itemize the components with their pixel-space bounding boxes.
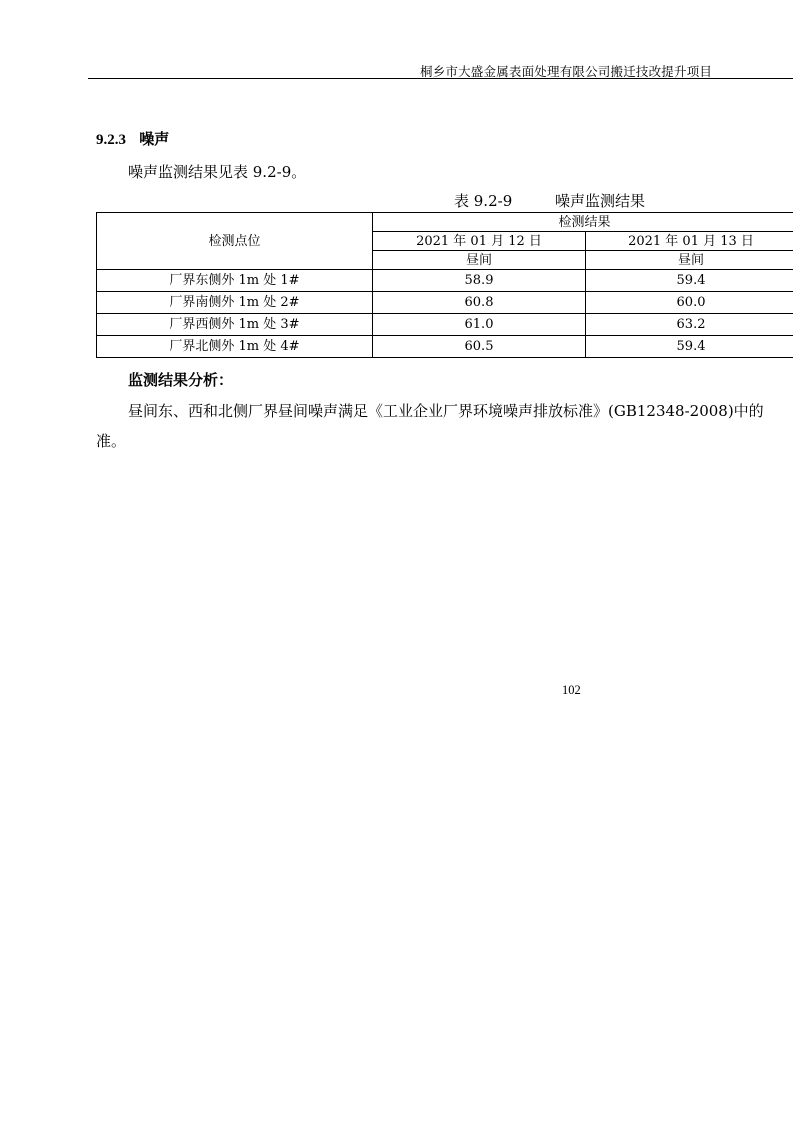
section-title: 噪声 [139, 130, 170, 148]
analysis-text-line-2: 准。 [96, 432, 127, 450]
row-value-day1: 60.5 [373, 336, 586, 358]
row-value-day2: 59.4 [586, 270, 793, 292]
header-divider [88, 78, 793, 79]
table-caption-number: 表 9.2-9 [454, 192, 513, 210]
intro-paragraph: 噪声监测结果见表 9.2-9。 [128, 163, 307, 181]
page-number: 102 [562, 683, 581, 697]
header-results: 检测结果 [373, 213, 793, 232]
row-value-day2: 60.0 [586, 292, 793, 314]
row-value-day1: 61.0 [373, 314, 586, 336]
row-value-day2: 59.4 [586, 336, 793, 358]
table-row [97, 292, 793, 314]
analysis-text-line-1: 昼间东、西和北侧厂界昼间噪声满足《工业企业厂界环境噪声排放标准》(GB12348-2008)中的 [128, 402, 764, 420]
table-row [97, 270, 793, 292]
row-value-day1: 58.9 [373, 270, 586, 292]
analysis-heading: 监测结果分析： [128, 371, 234, 389]
table-caption-title: 噪声监测结果 [555, 192, 646, 210]
noise-table-container [96, 212, 793, 360]
header-date-2: 2021 年 01 月 13 日 [586, 232, 793, 251]
section-heading [96, 128, 169, 149]
table-row [97, 336, 793, 358]
header-date-1: 2021 年 01 月 12 日 [373, 232, 586, 251]
row-location: 厂界北侧外 1m 处 4# [97, 336, 373, 358]
row-location: 厂界西侧外 1m 处 3# [97, 314, 373, 336]
row-location: 厂界东侧外 1m 处 1# [97, 270, 373, 292]
row-value-day1: 60.8 [373, 292, 586, 314]
section-number: 9.2.3 [96, 132, 126, 148]
table-row [97, 314, 793, 336]
document-header-title: 桐乡市大盛金属表面处理有限公司搬迁技改提升项目 [420, 64, 713, 79]
noise-monitoring-table [96, 212, 793, 358]
header-period-1: 昼间 [373, 251, 586, 270]
row-location: 厂界南侧外 1m 处 2# [97, 292, 373, 314]
header-period-2: 昼间 [586, 251, 793, 270]
row-value-day2: 63.2 [586, 314, 793, 336]
table-caption [454, 190, 645, 211]
header-location: 检测点位 [97, 213, 373, 270]
